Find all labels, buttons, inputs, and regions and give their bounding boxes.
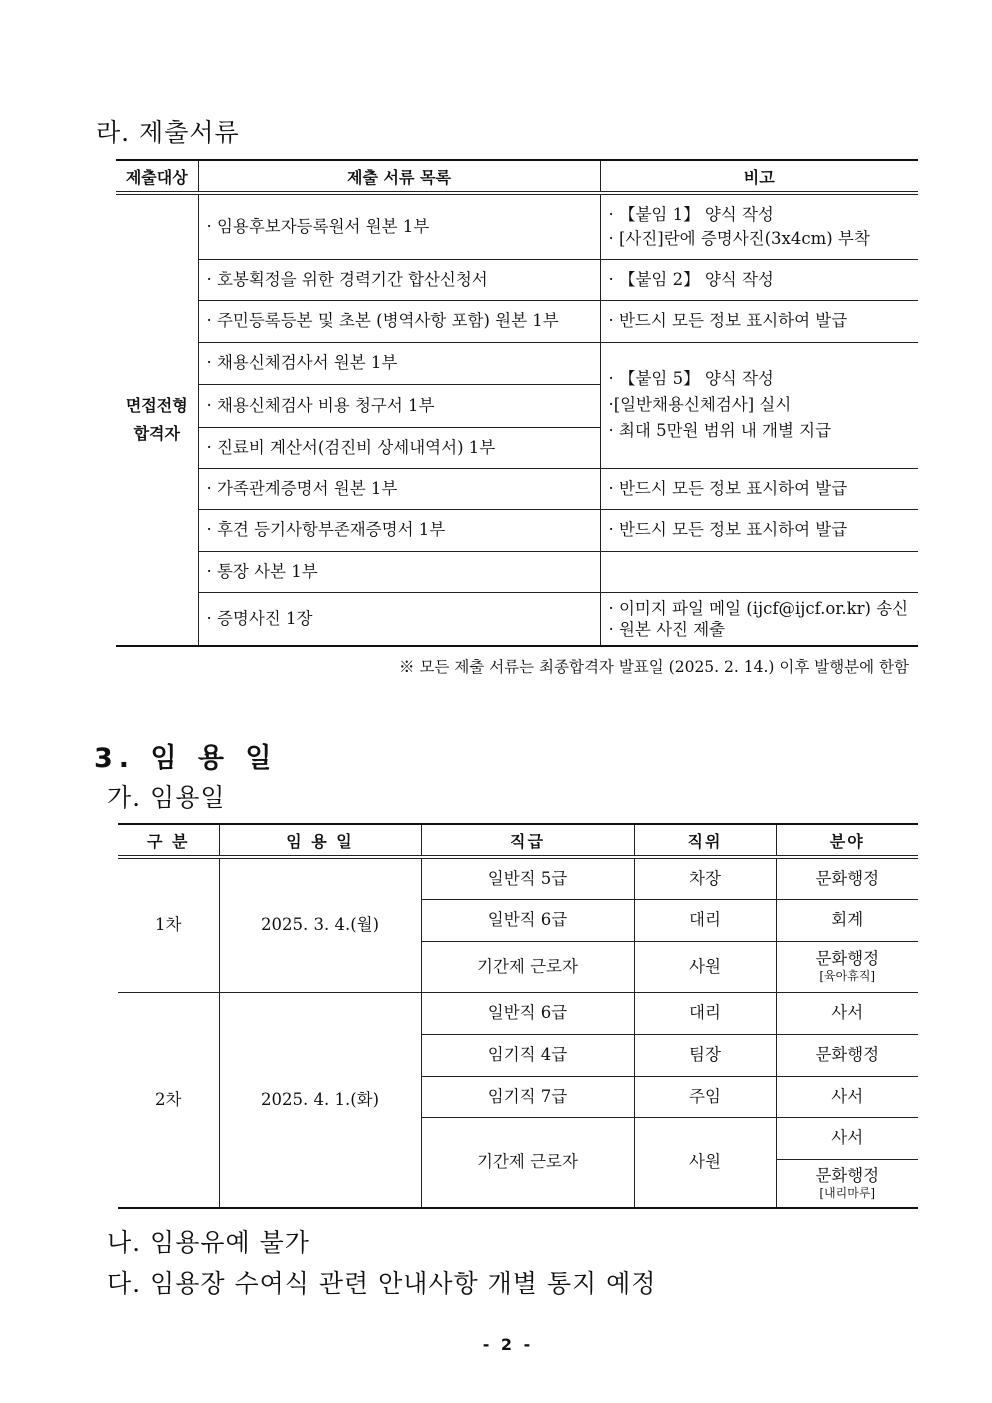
section-3-title: 3. 임 용 일 (94, 743, 278, 774)
grade-cell: 임기직 7급 (421, 1076, 634, 1117)
table-row (116, 300, 918, 342)
field-cell: 사서 (776, 992, 918, 1034)
position-cell: 팀장 (634, 1034, 776, 1076)
col-header-note: 비고 (600, 160, 918, 193)
doc-note: · 반드시 모든 정보 표시하여 발급 (600, 468, 918, 509)
target-cell: 면접전형 합격자 (116, 193, 198, 646)
table-row (118, 857, 918, 899)
col-header-position: 직위 (634, 824, 776, 857)
doc-item: · 임용후보자등록원서 원본 1부 (198, 193, 600, 259)
field-cell: 회계 (776, 899, 918, 941)
group-date: 2025. 3. 4.(월) (219, 857, 421, 992)
col-header-date: 임 용 일 (219, 824, 421, 857)
field-cell: 문화행정 (776, 857, 918, 899)
field-cell (776, 941, 918, 992)
doc-note: · 반드시 모든 정보 표시하여 발급 (600, 300, 918, 342)
table-row (116, 193, 918, 259)
table-row (116, 509, 918, 551)
doc-item: · 통장 사본 1부 (198, 551, 600, 592)
col-header-target: 제출대상 (116, 160, 198, 193)
position-cell: 차장 (634, 857, 776, 899)
field-cell: 문화행정 (776, 1034, 918, 1076)
page-number: - 2 - (482, 1335, 534, 1354)
doc-note (600, 551, 918, 592)
field-cell: 사서 (776, 1117, 918, 1159)
doc-item: · 채용신체검사서 원본 1부 (198, 342, 600, 384)
col-header-field: 분야 (776, 824, 918, 857)
table-row (116, 259, 918, 300)
grade-cell: 기간제 근로자 (421, 941, 634, 992)
documents-footnote: ※ 모든 제출 서류는 최종합격자 발표일 (2025. 2. 14.) 이후 발행분에 한함 (399, 658, 909, 676)
group-date: 2025. 4. 1.(화) (219, 992, 421, 1208)
position-cell: 사원 (634, 1117, 776, 1208)
field-subtext: [육아휴직] (819, 969, 876, 983)
grade-cell: 일반직 6급 (421, 899, 634, 941)
position-cell: 주임 (634, 1076, 776, 1117)
doc-item: · 호봉획정을 위한 경력기간 합산신청서 (198, 259, 600, 300)
position-cell: 대리 (634, 992, 776, 1034)
table-row (116, 592, 918, 646)
grade-cell: 일반직 6급 (421, 992, 634, 1034)
doc-note: · 【붙임 1】 양식 작성 · [사진]란에 증명사진(3x4cm) 부착 (600, 193, 918, 259)
grade-cell: 일반직 5급 (421, 857, 634, 899)
table-row (116, 551, 918, 592)
schedule-table (118, 823, 918, 1209)
doc-note: · 【붙임 2】 양식 작성 (600, 259, 918, 300)
doc-item: · 후견 등기사항부존재증명서 1부 (198, 509, 600, 551)
section-ga-title: 가. 임용일 (107, 783, 226, 812)
table-row (116, 468, 918, 509)
documents-table (116, 159, 918, 647)
col-header-docs: 제출 서류 목록 (198, 160, 600, 193)
field-cell (776, 1159, 918, 1208)
doc-note: · 【붙임 5】 양식 작성 ·[일반채용신체검사] 실시 · 최대 5만원 범위 내 개별 지급 (600, 342, 918, 468)
grade-cell: 임기직 4급 (421, 1034, 634, 1076)
doc-item: · 진료비 계산서(검진비 상세내역서) 1부 (198, 427, 600, 468)
col-header-grade: 직급 (421, 824, 634, 857)
doc-item: · 채용신체검사 비용 청구서 1부 (198, 384, 600, 427)
field-subtext: [내리마루] (819, 1185, 876, 1200)
section-na-title: 나. 임용유예 불가 (107, 1228, 310, 1257)
col-header-group: 구 분 (118, 824, 219, 857)
position-cell: 대리 (634, 899, 776, 941)
grade-cell: 기간제 근로자 (421, 1117, 634, 1208)
group-label: 1차 (118, 857, 219, 992)
field-text: 문화행정 (815, 1165, 880, 1185)
doc-note: · 이미지 파일 메일 (ijcf@ijcf.or.kr) 송신 · 원본 사진 제출 (600, 592, 918, 646)
position-cell: 사원 (634, 941, 776, 992)
doc-item: · 주민등록등본 및 초본 (병역사항 포함) 원본 1부 (198, 300, 600, 342)
group-label: 2차 (118, 992, 219, 1208)
field-text: 문화행정 (815, 949, 880, 968)
doc-note: · 반드시 모든 정보 표시하여 발급 (600, 509, 918, 551)
doc-item: · 가족관계증명서 원본 1부 (198, 468, 600, 509)
doc-item: · 증명사진 1장 (198, 592, 600, 646)
table-row (118, 992, 918, 1034)
table-row (116, 342, 918, 384)
section-ra-title: 라. 제출서류 (96, 118, 240, 147)
field-cell: 사서 (776, 1076, 918, 1117)
section-da-title: 다. 임용장 수여식 관련 안내사항 개별 통지 예정 (107, 1269, 657, 1298)
